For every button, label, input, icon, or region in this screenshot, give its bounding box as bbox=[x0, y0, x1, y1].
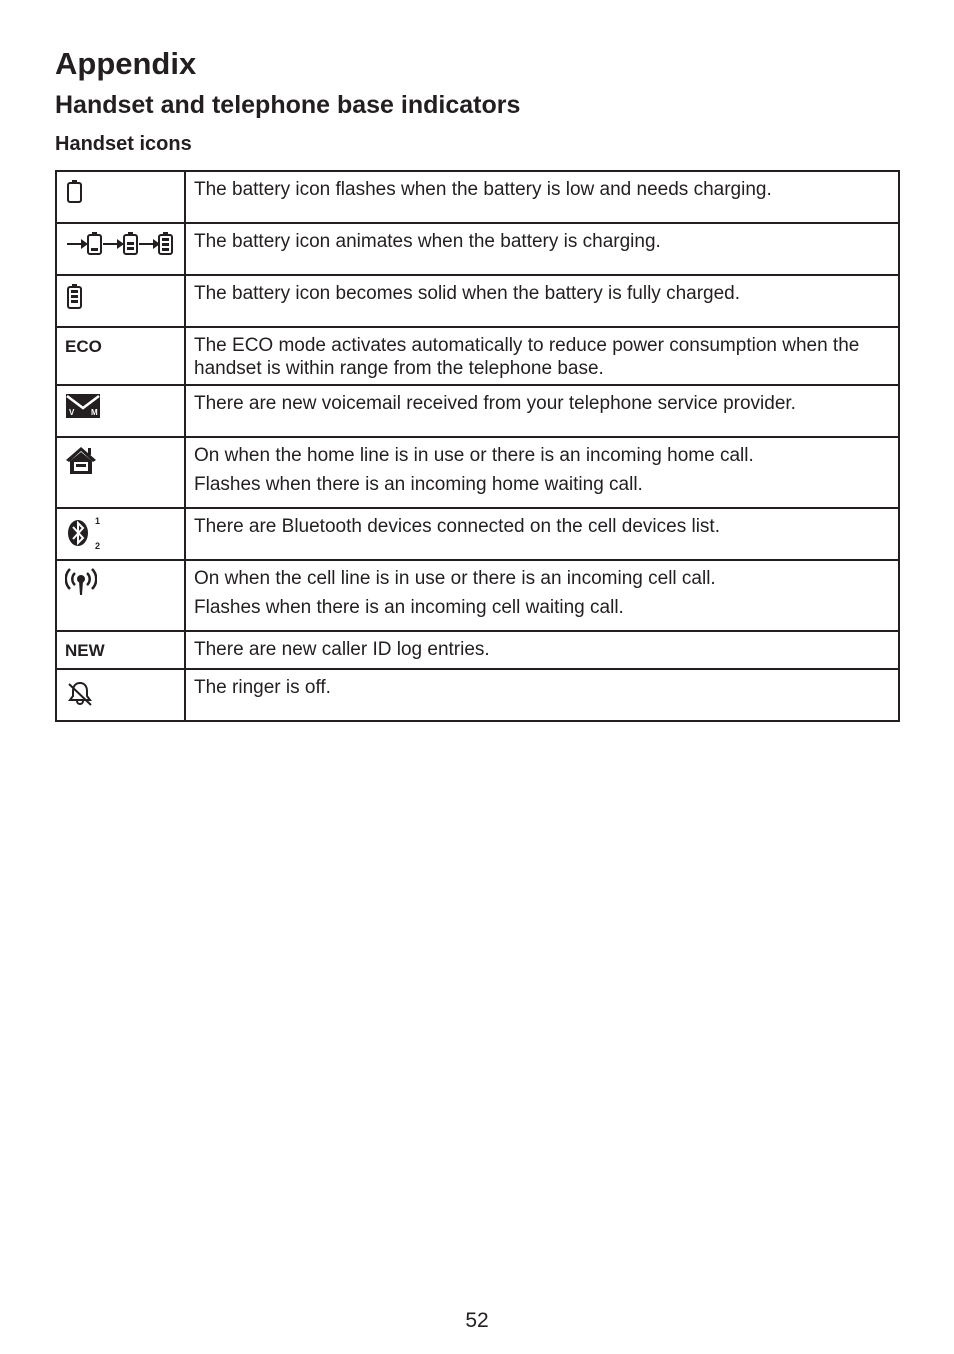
description-cell bbox=[185, 385, 899, 437]
description-cell bbox=[185, 437, 899, 508]
voicemail-icon bbox=[65, 392, 184, 420]
table-row bbox=[56, 508, 899, 560]
battery-low-icon bbox=[65, 178, 184, 204]
description-text: On when the cell line is in use or there is an incoming cell call. bbox=[194, 568, 716, 589]
icon-cell bbox=[56, 171, 185, 223]
table-row bbox=[56, 223, 899, 275]
description-cell bbox=[185, 171, 899, 223]
home-line-icon bbox=[65, 444, 184, 476]
ringer-off-icon bbox=[65, 676, 184, 708]
table-row bbox=[56, 171, 899, 223]
icon-cell bbox=[56, 631, 185, 669]
description-text: There are new voicemail received from your telephone service provider. bbox=[194, 393, 796, 414]
description-text: The battery icon animates when the battery is charging. bbox=[194, 231, 661, 252]
description-text: Flashes when there is an incoming cell waiting call. bbox=[194, 597, 624, 618]
description-text: The ringer is off. bbox=[194, 677, 331, 698]
bluetooth-devices-icon bbox=[65, 515, 184, 551]
description-cell bbox=[185, 669, 899, 721]
description-cell bbox=[185, 631, 899, 669]
bluetooth-slot-1: 1 bbox=[95, 516, 101, 526]
table-row bbox=[56, 275, 899, 327]
description-cell bbox=[185, 275, 899, 327]
description-cell bbox=[185, 508, 899, 560]
icon-cell bbox=[56, 437, 185, 508]
eco-indicator: ECO bbox=[65, 337, 102, 356]
table-row bbox=[56, 327, 899, 385]
description-cell bbox=[185, 327, 899, 385]
icon-cell bbox=[56, 560, 185, 631]
description-text: There are new caller ID log entries. bbox=[194, 639, 490, 660]
bluetooth-slot-2: 2 bbox=[95, 541, 101, 551]
description-text: On when the home line is in use or there is an incoming home call. bbox=[194, 445, 754, 466]
icon-cell bbox=[56, 327, 185, 385]
table-row bbox=[56, 385, 899, 437]
subsection-title: Handset icons bbox=[55, 133, 192, 155]
icon-cell bbox=[56, 275, 185, 327]
table-row bbox=[56, 631, 899, 669]
description-text: The battery icon flashes when the battery is low and needs charging. bbox=[194, 179, 772, 200]
table-row bbox=[56, 437, 899, 508]
page-number: 52 bbox=[465, 1309, 489, 1332]
voicemail-letter-m: M bbox=[91, 408, 98, 417]
description-text: Flashes when there is an incoming home waiting call. bbox=[194, 474, 643, 495]
battery-charging-animation-icon bbox=[65, 230, 184, 256]
table-row bbox=[56, 560, 899, 631]
icon-cell bbox=[56, 508, 185, 560]
battery-full-icon bbox=[65, 282, 184, 310]
description-text: The battery icon becomes solid when the battery is fully charged. bbox=[194, 283, 741, 304]
icons-table bbox=[55, 170, 900, 722]
cell-line-icon bbox=[65, 567, 184, 597]
section-title: Handset and telephone base indicators bbox=[55, 91, 521, 119]
description-cell bbox=[185, 560, 899, 631]
description-cell bbox=[185, 223, 899, 275]
icon-cell bbox=[56, 223, 185, 275]
page-title: Appendix bbox=[55, 46, 197, 81]
description-text: The ECO mode activates automatically to reduce power consumption when the handset is within range from the telephone base. bbox=[194, 335, 860, 379]
description-text: There are Bluetooth devices connected on the cell devices list. bbox=[194, 516, 720, 537]
voicemail-letter-v: V bbox=[69, 408, 75, 417]
icon-cell bbox=[56, 669, 185, 721]
new-calls-indicator: NEW bbox=[65, 641, 105, 660]
icon-cell bbox=[56, 385, 185, 437]
table-row bbox=[56, 669, 899, 721]
